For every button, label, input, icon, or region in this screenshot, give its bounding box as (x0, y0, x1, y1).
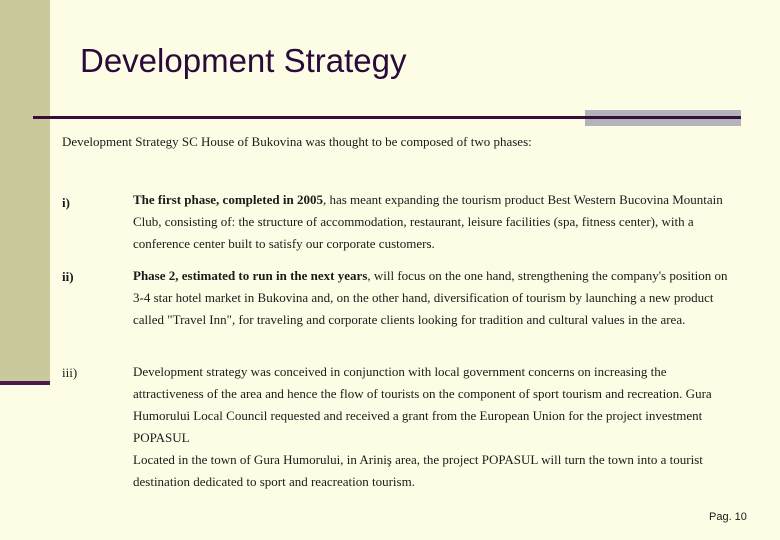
left-accent-bar-base (0, 381, 50, 385)
item-marker-1: i) (62, 195, 70, 210)
item-body-2: , will focus on the one hand, strengthening the company's position on 3-4 star hotel market in Bukovina and, on the other hand, diversification of tourism by launching a new product called "Travel Inn", for traveling and corporate clients looking for tradition and cultural values in the area. (133, 268, 728, 327)
item-body-1: , has meant expanding the tourism product Best Western Bucovina Mountain Club, consisting of: the structure of accommodation, restaurant, leisure facilities (spa, fitness center), with a conference center built to satisfy our corporate customers. (133, 192, 723, 251)
item-body-3-continued: Located in the town of Gura Humorului, in Ariniş area, the project POPASUL will turn the town into a tourist destination dedicated to sport and reacreation tourism. (133, 452, 703, 489)
item-marker-2: ii) (62, 269, 74, 284)
left-accent-bar (0, 0, 50, 383)
slide-title: Development Strategy (80, 42, 407, 79)
item-text-3 (133, 361, 733, 493)
intro-text: Development Strategy SC House of Bukovina was thought to be composed of two phases: (62, 134, 532, 149)
item-heading-1: The first phase, completed in 2005 (133, 192, 323, 207)
item-text-2 (133, 265, 733, 331)
item-text-1 (133, 189, 733, 255)
item-body-3: Development strategy was conceived in conjunction with local government concerns on increasing the attractiveness of the area and hence the flow of tourists on the component of sport tourism and recreation. Gura Humorului Local Council requested and received a grant from the European Union for the project investment POPASUL (133, 364, 712, 445)
item-marker-3: iii) (62, 365, 78, 380)
item-heading-2: Phase 2, estimated to run in the next years (133, 268, 368, 283)
page-number: Pag. 10 (709, 511, 747, 523)
title-divider-accent (585, 110, 741, 126)
